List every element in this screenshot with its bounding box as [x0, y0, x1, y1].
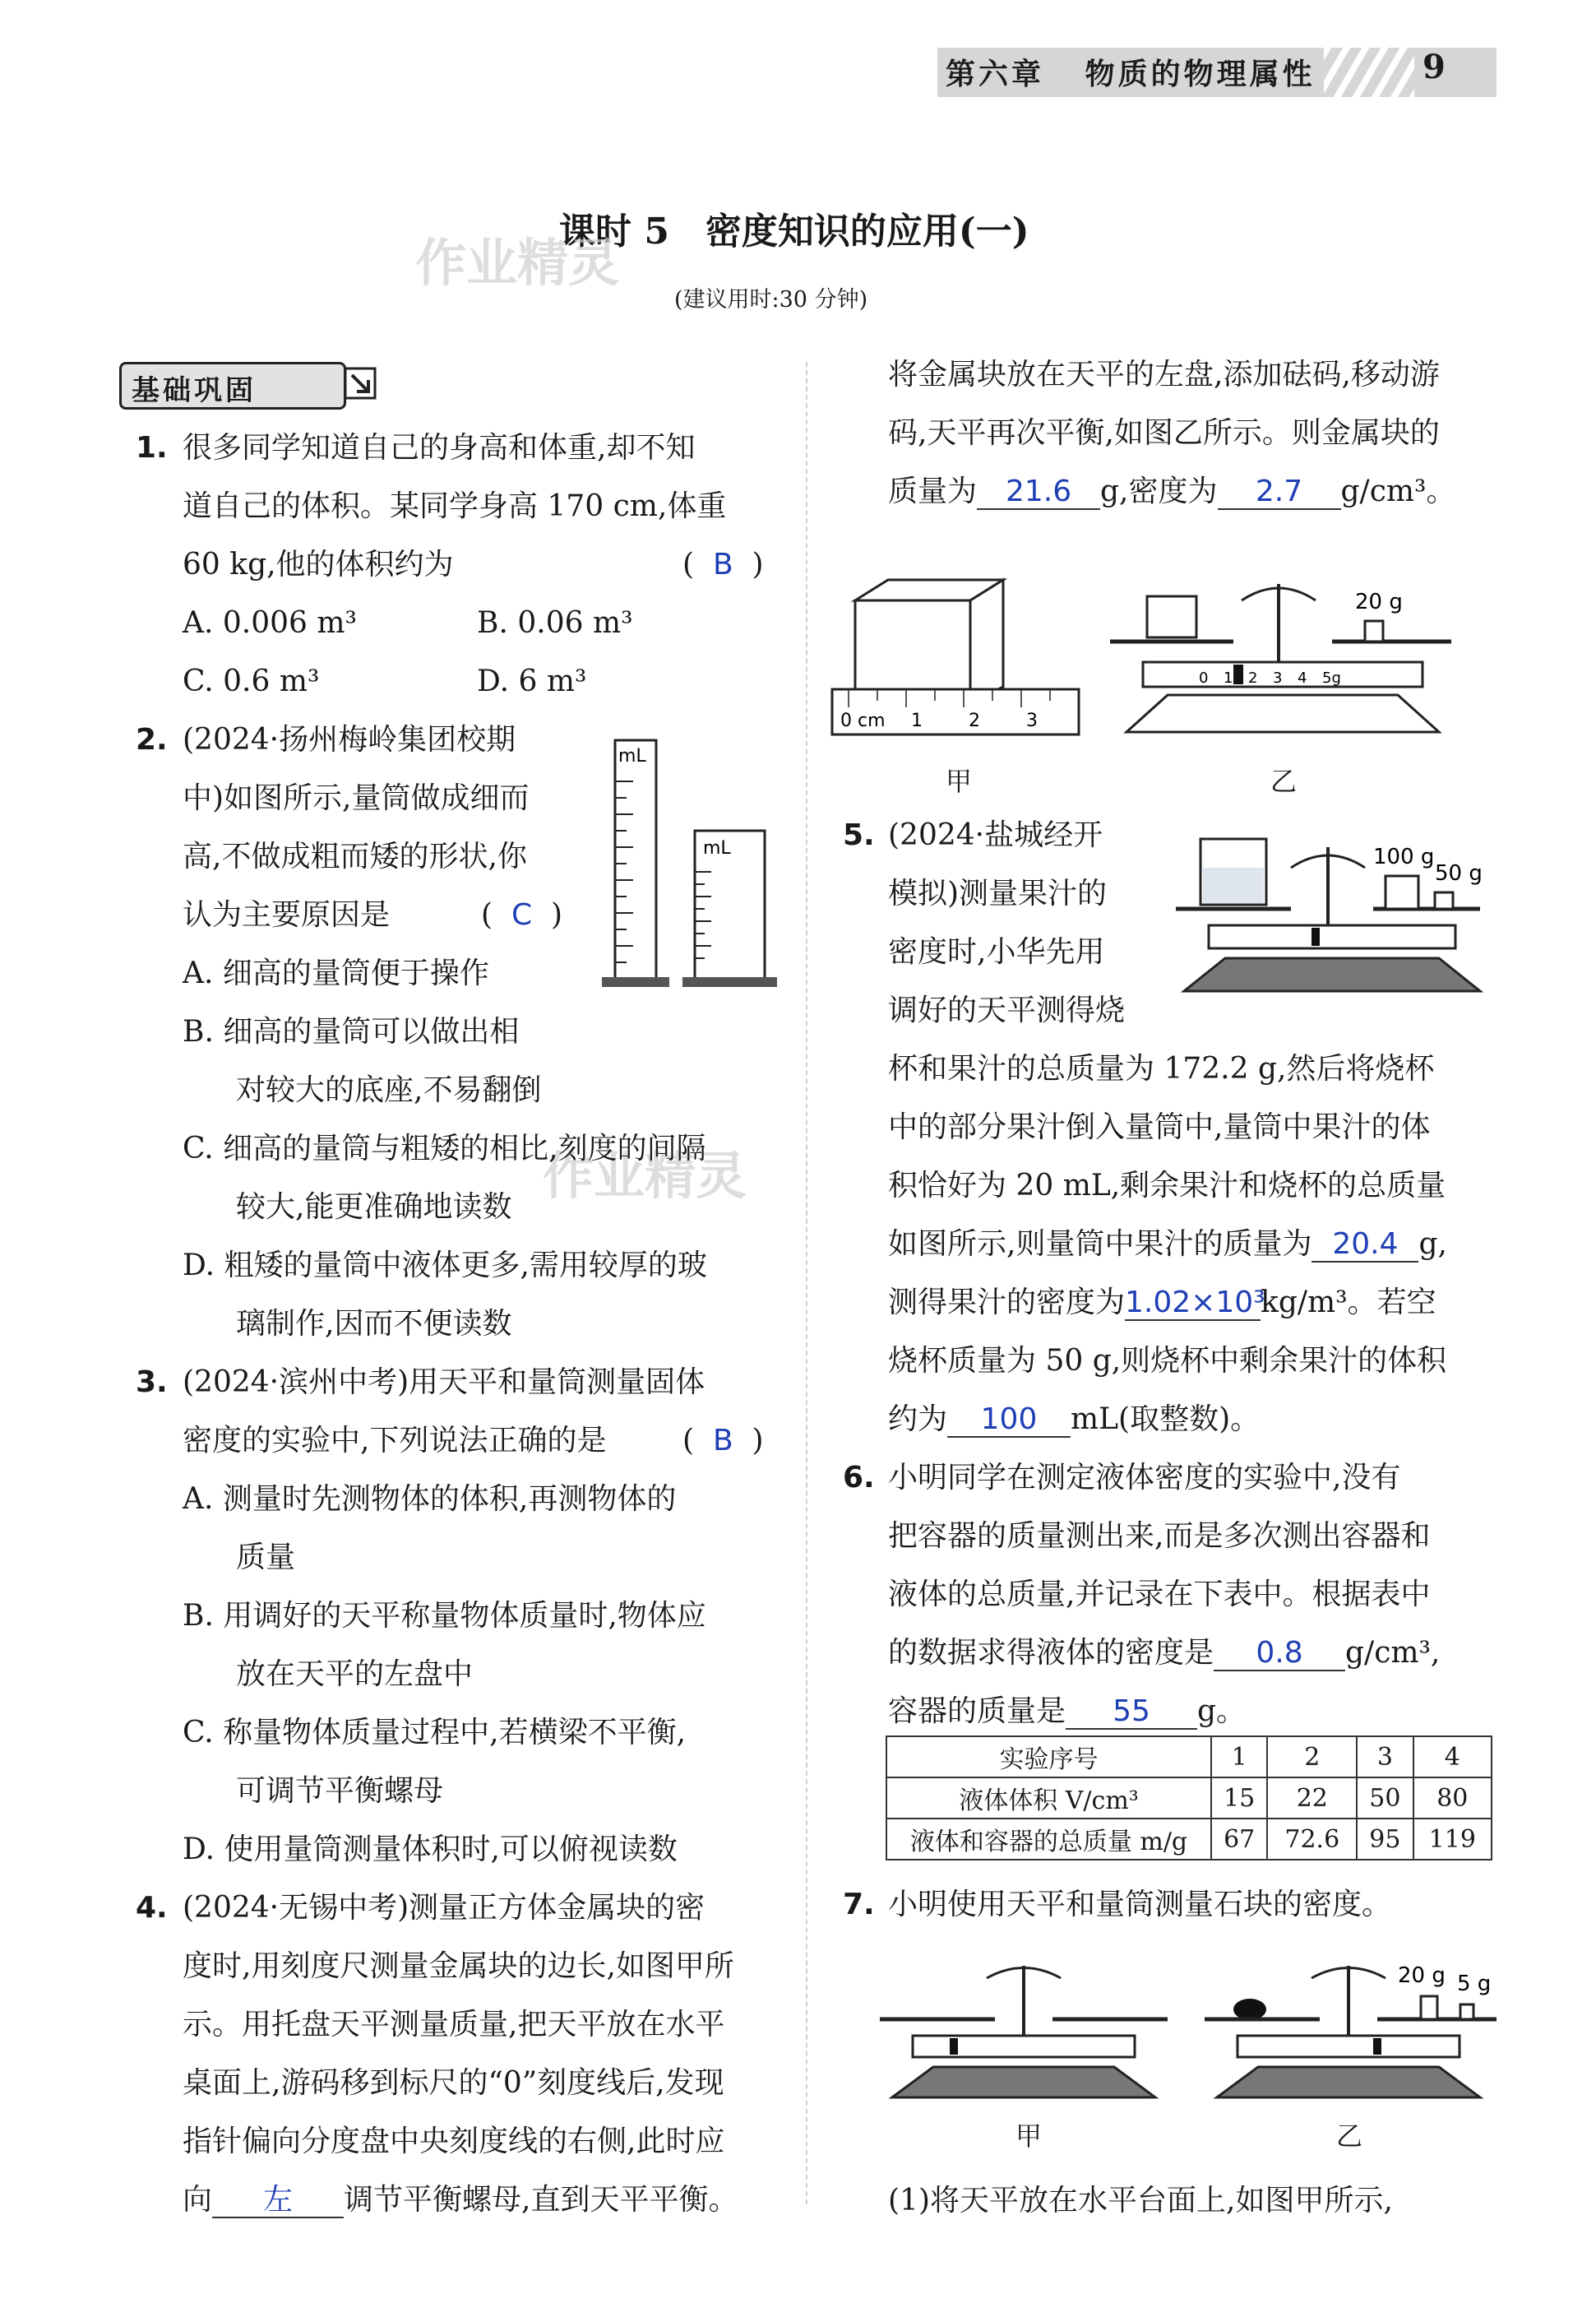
- q4-text: 将金属块放在天平的左盘,添加砝码,移动游: [888, 358, 1440, 392]
- section-tag-label: 基础巩固: [132, 374, 257, 407]
- q3-text: 密度的实验中,下列说法正确的是: [183, 1424, 607, 1457]
- q6-l5b: g。: [1197, 1694, 1247, 1728]
- q3-option-a: 质量: [236, 1541, 296, 1574]
- watermark: 作业精灵: [415, 233, 620, 293]
- q4-text: 码,天平再次平衡,如图乙所示。则金属块的: [888, 416, 1440, 450]
- q4-pre: 向: [183, 2183, 213, 2217]
- q4-text: (2024·无锡中考)测量正方体金属块的密: [183, 1891, 705, 1925]
- figure-caption-yi: 乙: [1336, 2120, 1363, 2152]
- ruler-tick: 3: [1026, 711, 1038, 731]
- weight-label: 5 g: [1457, 1972, 1492, 1996]
- weight-label: 20 g: [1398, 1963, 1446, 1988]
- q1-text: 很多同学知道自己的身高和体重,却不知: [183, 431, 696, 465]
- q5-text: 烧杯质量为 50 g,则烧杯中剩余果汁的体积: [888, 1344, 1447, 1378]
- q2-answer-bracket: ( C ): [481, 898, 563, 932]
- q1-number: 1.: [136, 431, 168, 465]
- short-cylinder: [682, 831, 777, 987]
- q4-text: 桌面上,游码移到标尺的“0”刻度线后,发现: [183, 2066, 724, 2100]
- column-divider: [806, 362, 807, 2204]
- q1-option-c: C. 0.6 m³: [183, 665, 320, 698]
- q6-blank-density: 0.8: [1214, 1637, 1345, 1671]
- q5-blank-mass: 20.4: [1311, 1228, 1418, 1263]
- q5-text-line: [888, 1390, 1260, 1449]
- ruler-tick: 1: [911, 711, 923, 731]
- q1-option-b: B. 0.06 m³: [477, 606, 633, 640]
- cylinder-label: mL: [618, 746, 646, 767]
- measuring-cylinders-figure: [600, 732, 789, 995]
- chapter-heading: [946, 51, 1316, 93]
- q1-option-d: D. 6 m³: [477, 665, 587, 698]
- figure-caption-yi: 乙: [1270, 766, 1298, 797]
- page-number: 9: [1423, 48, 1446, 86]
- q2-text: 高,不做成粗而矮的形状,你: [183, 840, 527, 873]
- q2-answer: C: [511, 898, 533, 932]
- q2-option-a: A. 细高的量筒便于操作: [183, 957, 489, 990]
- q2-number: 2.: [136, 723, 168, 757]
- q6-l4b: g/cm³,: [1345, 1636, 1441, 1670]
- q3-option-c: 可调节平衡螺母: [236, 1774, 444, 1808]
- table-header: 2: [1267, 1736, 1357, 1777]
- q3-option-d: D. 使用量筒测量体积时,可以俯视读数: [183, 1833, 678, 1866]
- table-cell: 液体体积 V/cm³: [886, 1777, 1211, 1819]
- table-header: 4: [1413, 1736, 1492, 1777]
- q5-text: 模拟)测量果汁的: [888, 877, 1108, 911]
- q3-answer-bracket: ( B ): [682, 1424, 764, 1457]
- q6-l5a: 容器的质量是: [888, 1694, 1066, 1728]
- juice: [1203, 868, 1264, 903]
- q6-text: 小明同学在测定液体密度的实验中,没有: [888, 1461, 1401, 1494]
- scale-tick: 4: [1298, 670, 1307, 687]
- ruler-tick: 0 cm: [840, 711, 886, 731]
- table-cell: 67: [1211, 1819, 1267, 1860]
- q6-number: 6.: [843, 1461, 875, 1494]
- q3-option-b: 放在天平的左盘中: [236, 1657, 474, 1691]
- header-stripes: [1324, 48, 1414, 97]
- table-header: 实验序号: [886, 1736, 1211, 1777]
- table-cell: 80: [1413, 1777, 1492, 1819]
- suggested-time: (建议用时:30 分钟): [674, 287, 868, 313]
- table-header-row: [886, 1736, 1492, 1777]
- q5-blank-volume: 100: [947, 1403, 1071, 1438]
- q3-option-b: B. 用调好的天平称量物体质量时,物体应: [183, 1599, 706, 1633]
- cube-ruler-figure: [830, 576, 1085, 740]
- table-cell: 15: [1211, 1777, 1267, 1819]
- q4-post: 调节平衡螺母,直到天平平衡。: [344, 2183, 738, 2217]
- metal-cube: [1147, 596, 1196, 637]
- table-cell: 22: [1267, 1777, 1357, 1819]
- balance-figure-q7-yi: [1200, 1953, 1505, 2101]
- data-table: [886, 1735, 1492, 1860]
- lesson-title: 课时 5 密度知识的应用(一): [559, 211, 1029, 253]
- q7-subquestion-1: (1)将天平放在水平台面上,如图甲所示,: [888, 2184, 1393, 2217]
- chapter-title: 物质的物理属性: [1085, 57, 1316, 91]
- arrow-icon: [344, 367, 377, 400]
- q3-text: (2024·滨州中考)用天平和量筒测量固体: [183, 1365, 705, 1399]
- q4-text: 度时,用刻度尺测量金属块的边长,如图甲所: [183, 1949, 734, 1983]
- q5-l11b: mL(取整数)。: [1071, 1402, 1261, 1436]
- q6-text-line: [888, 1682, 1246, 1741]
- q3-answer: B: [712, 1424, 733, 1457]
- tall-cylinder: [602, 740, 669, 987]
- q5-blank-density: 1.02×10³: [1125, 1286, 1265, 1319]
- q5-l11a: 约为: [888, 1402, 948, 1436]
- q6-text: 液体的总质量,并记录在下表中。根据表中: [888, 1578, 1431, 1611]
- table-cell: 液体和容器的总质量 m/g: [886, 1819, 1211, 1860]
- section-tag: [119, 362, 346, 410]
- stone: [1233, 1999, 1266, 2020]
- balance-figure-q5: [1176, 822, 1488, 995]
- q5-text-line: [888, 1215, 1447, 1274]
- q2-text: 认为主要原因是: [183, 898, 391, 932]
- q2-option-b: 对较大的底座,不易翻倒: [236, 1073, 542, 1107]
- q4-blank-density: 2.7: [1218, 475, 1341, 510]
- watermark: 作业精灵: [543, 1146, 747, 1206]
- q2-text: 中)如图所示,量筒做成细而: [183, 781, 530, 815]
- table-cell: 95: [1357, 1819, 1413, 1860]
- q5-text: (2024·盐城经开: [888, 818, 1103, 852]
- q4-text-line: [888, 462, 1455, 521]
- q1-text: 60 kg,他的体积约为: [183, 548, 454, 582]
- q2-option-c: C. 细高的量筒与粗矮的相比,刻度的间隔: [183, 1132, 706, 1165]
- weight-label: 50 g: [1435, 861, 1483, 886]
- weight-label: 100 g: [1373, 845, 1435, 869]
- figure-caption-jia: 甲: [946, 766, 973, 797]
- q5-text: 中的部分果汁倒入量筒中,量筒中果汁的体: [888, 1110, 1431, 1144]
- weight: [1365, 621, 1383, 642]
- cylinder-label: mL: [703, 838, 731, 859]
- q2-option-b: B. 细高的量筒可以做出相: [183, 1015, 520, 1049]
- q4-r3a: 质量为: [888, 475, 978, 508]
- table-header: 3: [1357, 1736, 1413, 1777]
- figure-caption-jia: 甲: [1015, 2120, 1043, 2152]
- q5-text: 杯和果汁的总质量为 172.2 g,然后将烧杯: [888, 1052, 1435, 1086]
- chapter-label: 第六章: [946, 57, 1045, 91]
- scale-tick: 1: [1224, 670, 1233, 687]
- q4-text: 指针偏向分度盘中央刻度线的右侧,此时应: [183, 2125, 725, 2158]
- scale-tick: 5g: [1322, 670, 1341, 687]
- q5-l8b: g,: [1418, 1227, 1447, 1261]
- balance-figure-q4: [1110, 576, 1455, 740]
- q1-answer-bracket: ( B ): [682, 548, 764, 582]
- q4-text: 示。用托盘天平测量质量,把天平放在水平: [183, 2008, 725, 2041]
- q1-text: 道自己的体积。某同学身高 170 cm,体重: [183, 489, 727, 523]
- q5-l9a: 测得果汁的密度为: [888, 1286, 1126, 1319]
- q5-text-line: [888, 1273, 1436, 1332]
- scale-tick: 3: [1273, 670, 1283, 687]
- q2-option-d: D. 粗矮的量筒中液体更多,需用较厚的玻: [183, 1249, 707, 1282]
- q4-number: 4.: [136, 1891, 168, 1925]
- q4-blank-mass: 21.6: [977, 475, 1100, 510]
- table-row: [886, 1777, 1492, 1819]
- q5-text: 密度时,小华先用: [888, 935, 1105, 969]
- table-cell: 50: [1357, 1777, 1413, 1819]
- q6-l4a: 的数据求得液体的密度是: [888, 1636, 1214, 1670]
- q5-l9b: kg/m³。若空: [1261, 1286, 1436, 1319]
- q1-answer: B: [712, 548, 733, 582]
- q2-option-c: 较大,能更准确地读数: [236, 1190, 512, 1224]
- rider: [1233, 665, 1243, 684]
- q4-text-line: [183, 2171, 738, 2230]
- table-header: 1: [1211, 1736, 1267, 1777]
- balance-figure-q7-jia: [876, 1953, 1172, 2101]
- q4-blank-direction: 左: [212, 2184, 344, 2218]
- q7-text: 小明使用天平和量筒测量石块的密度。: [888, 1888, 1392, 1921]
- q3-option-a: A. 测量时先测物体的体积,再测物体的: [183, 1482, 677, 1516]
- scale-tick: 0: [1199, 670, 1209, 687]
- ruler-tick: 2: [969, 711, 980, 731]
- q1-option-a: A. 0.006 m³: [183, 606, 357, 640]
- q3-option-c: C. 称量物体质量过程中,若横梁不平衡,: [183, 1716, 687, 1749]
- scale-tick: 2: [1248, 670, 1258, 687]
- q4-r3b: g,密度为: [1100, 475, 1218, 508]
- q2-option-d: 璃制作,因而不便读数: [236, 1307, 512, 1341]
- q7-number: 7.: [843, 1888, 875, 1921]
- q6-text-line: [888, 1624, 1440, 1683]
- q5-text: 调好的天平测得烧: [888, 994, 1126, 1027]
- q2-text: (2024·扬州梅岭集团校期: [183, 723, 516, 757]
- table-cell: 72.6: [1267, 1819, 1357, 1860]
- table-row: [886, 1819, 1492, 1860]
- weight-label: 20 g: [1355, 590, 1403, 614]
- q5-text: 积恰好为 20 mL,剩余果汁和烧杯的总质量: [888, 1169, 1446, 1202]
- q6-blank-container: 55: [1066, 1695, 1197, 1730]
- table-cell: 119: [1413, 1819, 1492, 1860]
- q3-number: 3.: [136, 1365, 168, 1399]
- q6-text: 把容器的质量测出来,而是多次测出容器和: [888, 1519, 1431, 1553]
- q4-r3c: g/cm³。: [1340, 475, 1456, 508]
- q5-number: 5.: [843, 818, 875, 852]
- q5-l8a: 如图所示,则量筒中果汁的质量为: [888, 1227, 1312, 1261]
